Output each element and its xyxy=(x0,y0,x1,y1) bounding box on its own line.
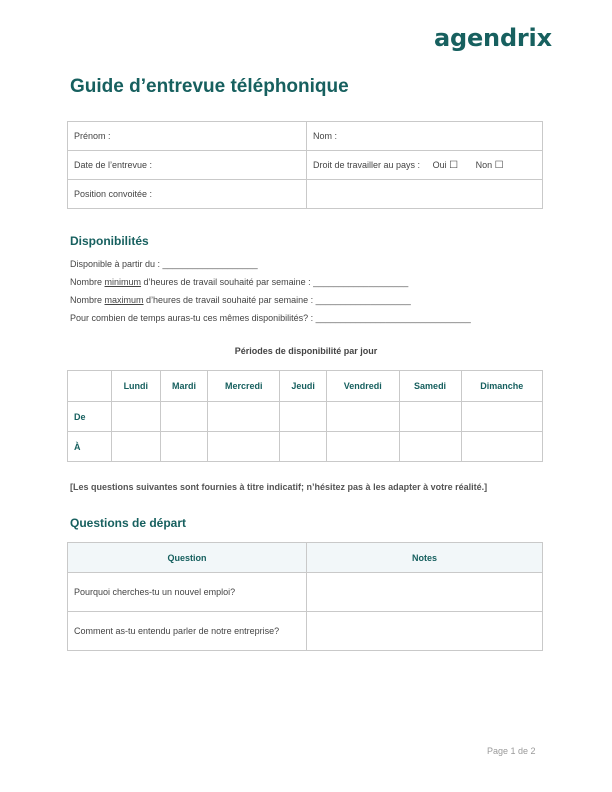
table-header-row xyxy=(68,543,543,573)
time-cell[interactable] xyxy=(327,402,400,432)
empty-cell xyxy=(307,180,543,209)
table-row xyxy=(68,151,543,180)
table-row xyxy=(68,612,543,651)
time-cell[interactable] xyxy=(399,402,461,432)
agendrix-logo: agendrix xyxy=(434,24,552,52)
position-field[interactable]: Position convoitée : xyxy=(68,180,307,209)
table-row xyxy=(68,122,543,151)
time-cell[interactable] xyxy=(112,432,161,462)
time-cell[interactable] xyxy=(461,432,542,462)
table-row xyxy=(68,402,543,432)
time-cell[interactable] xyxy=(280,432,327,462)
maximum-hours-suffix: d’heures de travail souhaité par semaine : ___________________ xyxy=(143,295,411,305)
time-cell[interactable] xyxy=(160,432,208,462)
row-label-a: À xyxy=(68,432,112,462)
maximum-hours-line[interactable] xyxy=(70,295,411,305)
day-header-samedi: Samedi xyxy=(399,371,461,402)
first-name-field[interactable]: Prénom : xyxy=(68,122,307,151)
day-header-vendredi: Vendredi xyxy=(327,371,400,402)
work-permit-field xyxy=(307,151,543,180)
day-header-jeudi: Jeudi xyxy=(280,371,327,402)
time-cell[interactable] xyxy=(208,432,280,462)
availability-duration-line[interactable]: Pour combien de temps auras-tu ces mêmes disponibilités? : _______________________________ xyxy=(70,313,471,323)
minimum-hours-line[interactable] xyxy=(70,277,408,287)
available-from-line[interactable]: Disponible à partir du : ___________________ xyxy=(70,259,258,269)
time-cell[interactable] xyxy=(112,402,161,432)
day-header-lundi: Lundi xyxy=(112,371,161,402)
maximum-hours-prefix: Nombre xyxy=(70,295,105,305)
day-header-dimanche: Dimanche xyxy=(461,371,542,402)
candidate-info-table xyxy=(67,121,543,209)
availability-heading: Disponibilités xyxy=(70,234,149,248)
notes-column-header: Notes xyxy=(307,543,543,573)
time-cell[interactable] xyxy=(160,402,208,432)
page-number: Page 1 de 2 xyxy=(487,746,536,756)
yes-option-label: Oui xyxy=(432,159,447,170)
day-header-mercredi: Mercredi xyxy=(208,371,280,402)
availability-periods-table xyxy=(67,370,543,462)
question-column-header: Question xyxy=(68,543,307,573)
periods-caption: Périodes de disponibilité par jour xyxy=(234,346,378,356)
work-permit-label: Droit de travailler au pays : xyxy=(313,159,421,170)
minimum-word: minimum xyxy=(104,277,142,287)
row-label-de: De xyxy=(68,402,112,432)
no-checkbox[interactable]: ☐ xyxy=(494,159,504,171)
starter-questions-table xyxy=(67,542,543,651)
table-row xyxy=(68,180,543,209)
time-cell[interactable] xyxy=(208,402,280,432)
table-row xyxy=(68,573,543,612)
table-row xyxy=(68,432,543,462)
starter-questions-heading: Questions de départ xyxy=(70,516,187,530)
interview-date-field[interactable]: Date de l’entrevue : xyxy=(68,151,307,180)
minimum-hours-prefix: Nombre xyxy=(70,277,105,287)
guidance-note: [Les questions suivantes sont fournies à titre indicatif; n’hésitez pas à les adapter à votre réalité.] xyxy=(70,482,488,492)
notes-cell[interactable] xyxy=(307,612,543,651)
yes-checkbox[interactable]: ☐ xyxy=(449,159,459,171)
time-cell[interactable] xyxy=(327,432,400,462)
maximum-word: maximum xyxy=(104,295,144,305)
time-cell[interactable] xyxy=(461,402,542,432)
notes-cell[interactable] xyxy=(307,573,543,612)
question-cell: Pourquoi cherches-tu un nouvel emploi? xyxy=(68,573,307,612)
day-header-mardi: Mardi xyxy=(160,371,208,402)
table-header-row xyxy=(68,371,543,402)
time-cell[interactable] xyxy=(399,432,461,462)
corner-cell xyxy=(68,371,112,402)
minimum-hours-suffix: d’heures de travail souhaité par semaine : ___________________ xyxy=(141,277,409,287)
no-option-label: Non xyxy=(475,159,493,170)
question-cell: Comment as-tu entendu parler de notre entreprise? xyxy=(68,612,307,651)
time-cell[interactable] xyxy=(280,402,327,432)
page-title: Guide d’entrevue téléphonique xyxy=(70,76,349,97)
last-name-field[interactable]: Nom : xyxy=(307,122,543,151)
